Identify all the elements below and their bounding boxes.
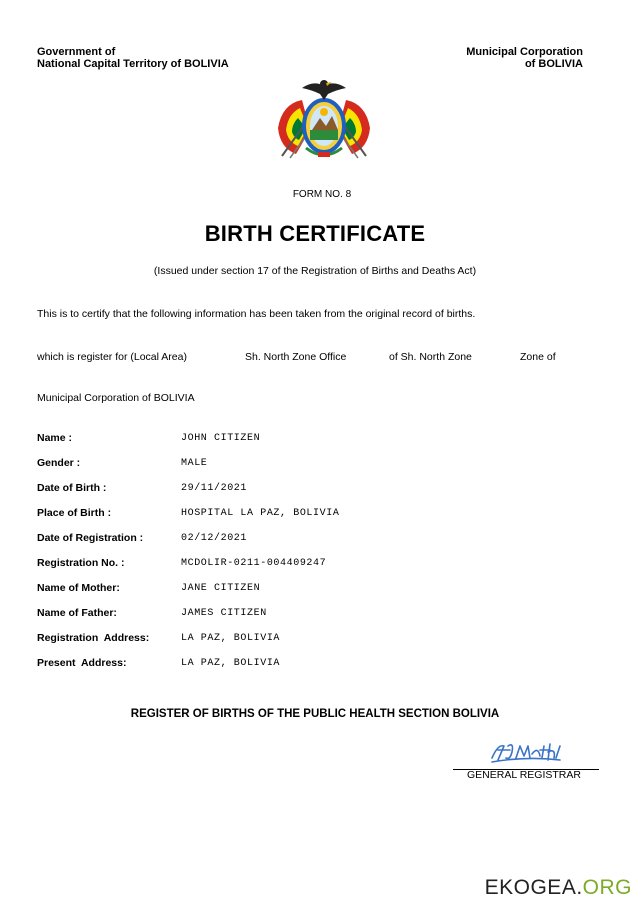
issued-under-note: (Issued under section 17 of the Registration of Births and Deaths Act) (153, 265, 477, 277)
field-value: HOSPITAL LA PAZ, BOLIVIA (181, 508, 340, 519)
signature-icon (488, 740, 564, 766)
local-area-label: which is register for (Local Area) (37, 351, 187, 363)
issuer-left (37, 46, 229, 70)
field-label: Name of Father: (37, 607, 117, 619)
coat-of-arms-icon (272, 70, 376, 162)
field-row-registration-address (37, 632, 537, 657)
field-row-date-of-registration (37, 532, 537, 557)
field-row-father (37, 607, 537, 632)
field-row-place-of-birth (37, 507, 537, 532)
field-value: JOHN CITIZEN (181, 433, 261, 444)
issuer-right-line2: of BOLIVIA (524, 58, 583, 70)
issuer-right (466, 46, 583, 70)
field-row-gender (37, 457, 537, 482)
watermark-domain: ORG (582, 876, 632, 899)
details-table (37, 432, 537, 682)
certify-statement: This is to certify that the following information has been taken from the original record of births. (37, 308, 476, 320)
field-value: LA PAZ, BOLIVIA (181, 658, 281, 669)
field-row-registration-no (37, 557, 537, 582)
field-value: 02/12/2021 (181, 533, 248, 544)
field-label: Name of Mother: (37, 582, 120, 594)
page-title: BIRTH CERTIFICATE (204, 221, 426, 246)
field-value: JAMES CITIZEN (181, 608, 267, 619)
field-label: Name : (37, 432, 73, 444)
field-value: MCDOLIR-0211-004409247 (181, 558, 327, 569)
field-value: JANE CITIZEN (181, 583, 261, 594)
issuer-right-line1: Municipal Corporation (466, 46, 583, 58)
watermark-text: EKOGEA. (484, 876, 583, 899)
field-row-mother (37, 582, 537, 607)
field-label: Place of Birth : (37, 507, 112, 519)
issuer-left-line2: National Capital Territory of BOLIVIA (37, 58, 229, 70)
field-label: Gender : (37, 457, 81, 469)
field-value: MALE (181, 458, 208, 469)
field-value: 29/11/2021 (181, 483, 248, 494)
registrar-label: GENERAL REGISTRAR (467, 769, 581, 781)
field-row-present-address (37, 657, 537, 682)
field-label: Date of Birth : (37, 482, 107, 494)
issuer-left-line1: Government of (37, 46, 116, 58)
field-label: Present Address: (37, 657, 127, 669)
municipal-corporation-line: Municipal Corporation of BOLIVIA (37, 392, 195, 404)
zone-office: Sh. North Zone Office (245, 351, 347, 363)
field-row-name (37, 432, 537, 457)
field-row-date-of-birth (37, 482, 537, 507)
field-label: Registration No. : (37, 557, 125, 569)
field-value: LA PAZ, BOLIVIA (181, 633, 281, 644)
register-footer-title: REGISTER OF BIRTHS OF THE PUBLIC HEALTH SECTION BOLIVIA (130, 708, 500, 720)
zone-of-label: Zone of (520, 351, 556, 363)
watermark (485, 876, 632, 900)
form-number: FORM NO. 8 (292, 189, 352, 200)
field-label: Registration Address: (37, 632, 150, 644)
zone-name: of Sh. North Zone (389, 351, 472, 363)
field-label: Date of Registration : (37, 532, 144, 544)
